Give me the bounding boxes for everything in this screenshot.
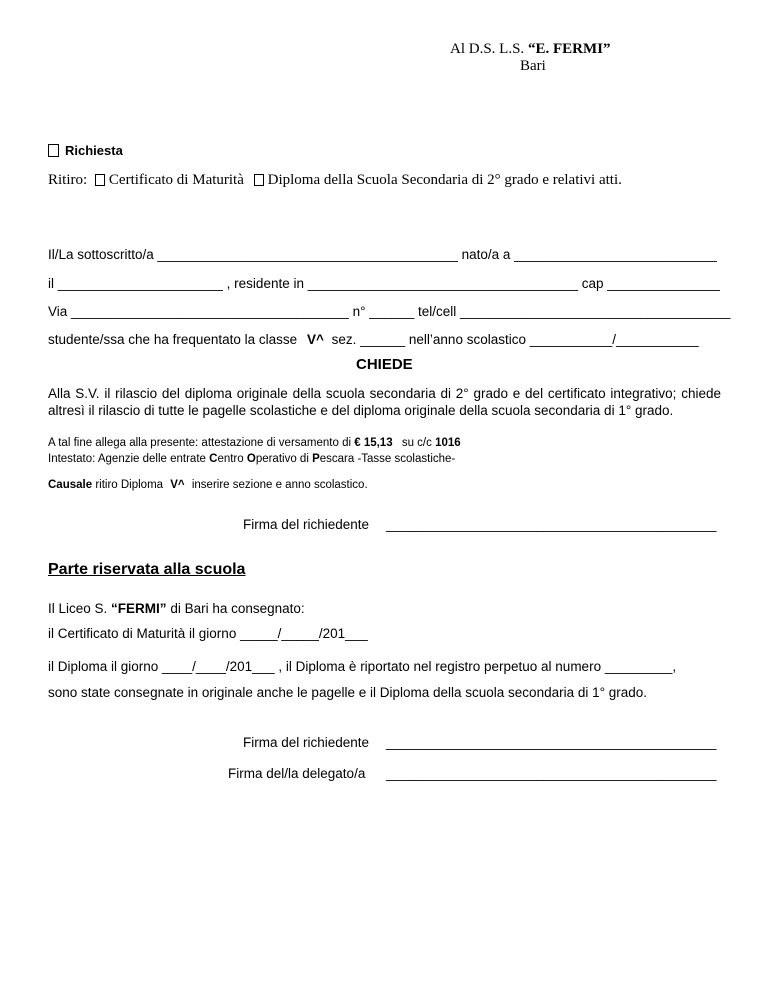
liceo-suffix: di Bari ha consegnato: — [170, 601, 305, 616]
riservata-sig1-label: Firma del richiedente — [243, 735, 370, 750]
signature-line[interactable]: ____________________________________________ — [386, 517, 717, 532]
signature-label: Firma del richiedente — [243, 517, 370, 532]
causale-text: ritiro Diploma — [95, 479, 164, 491]
letter-o: O — [246, 453, 256, 465]
allega-line — [48, 437, 461, 449]
liceo-prefix: Il Liceo S. — [48, 601, 108, 616]
diploma-checkbox[interactable] — [254, 174, 264, 186]
cc-prefix: su c/c — [401, 437, 432, 449]
letter-p: P — [312, 453, 320, 465]
addressee-prefix: Al D.S. L.S. — [450, 41, 525, 57]
form-line-residence[interactable]: il ______________________ , residente in ____________________________________ cap _______________ — [48, 276, 720, 291]
addressee-city: Bari — [520, 58, 546, 74]
richiesta-row — [48, 143, 123, 158]
letter-c: C — [209, 453, 218, 465]
riservata-line-certificato[interactable]: il Certificato di Maturità il giorno _____/_____/201___ — [48, 626, 368, 641]
causale-label: Causale — [48, 479, 93, 491]
intestato-prefix: Intestato: Agenzie delle entrate — [48, 453, 206, 465]
diploma-option: Diploma della Scuola Secondaria di 2° grado e relativi atti. — [267, 172, 622, 188]
ritiro-label: Ritiro: — [48, 172, 88, 188]
riservata-line-pagelle: sono state consegnate in originale anche le pagelle e il Diploma della scuola secondaria di 1° grado. — [48, 685, 648, 700]
certificato-option: Certificato di Maturità — [108, 172, 244, 188]
class-suffix: sez. ______ nell’anno scolastico ___________/___________ — [331, 332, 699, 347]
causale-rest: inserire sezione e anno scolastico. — [191, 479, 368, 491]
ritiro-row — [48, 172, 622, 189]
addressee-line — [450, 41, 610, 58]
riservata-sig1-line[interactable]: ____________________________________________ — [386, 735, 717, 750]
riservata-title: Parte riservata alla scuola — [48, 561, 246, 578]
causale-line — [48, 479, 368, 491]
richiesta-checkbox[interactable] — [48, 144, 59, 157]
chiede-paragraph: Alla S.V. il rilascio del diploma originale della scuola secondaria di 2° grado e del certificato integrativo; chiede altresì il rilascio di tutte le pagelle scolastiche e del diploma originale della scuola secondaria di 1° grado. — [48, 386, 721, 418]
chiede-title: CHIEDE — [356, 356, 413, 373]
allega-prefix: A tal fine allega alla presente: attestazione di versamento di — [48, 437, 352, 449]
class-value: V^ — [306, 332, 324, 347]
form-line-name[interactable]: Il/La sottoscritto/a ________________________________________ nato/a a ___________________________ — [48, 247, 717, 262]
riservata-line-diploma[interactable]: il Diploma il giorno ____/____/201___ , il Diploma è riportato nel registro perpetuo al numero _________, — [48, 659, 677, 674]
class-prefix: studente/ssa che ha frequentato la classe — [48, 332, 298, 347]
liceo-name: “FERMI” — [111, 601, 167, 616]
richiesta-label: Richiesta — [65, 143, 123, 158]
school-name: “E. FERMI” — [527, 41, 611, 57]
word-entro: entro — [217, 453, 244, 465]
riservata-sig2-label: Firma del/la delegato/a — [228, 766, 366, 781]
riservata-sig2-line[interactable]: ____________________________________________ — [386, 766, 717, 781]
causale-class: V^ — [170, 479, 185, 491]
intestato-line — [48, 453, 455, 465]
certificato-checkbox[interactable] — [95, 174, 105, 186]
form-line-address[interactable]: Via _____________________________________ n° ______ tel/cell ____________________________________ — [48, 304, 731, 319]
amount: € 15,13 — [354, 437, 393, 449]
form-line-class[interactable] — [48, 332, 699, 347]
cc-number: 1016 — [435, 437, 461, 449]
word-perativo: perativo di — [255, 453, 309, 465]
riservata-line-1 — [48, 601, 305, 616]
word-escara: escara -Tasse scolastiche- — [319, 453, 456, 465]
